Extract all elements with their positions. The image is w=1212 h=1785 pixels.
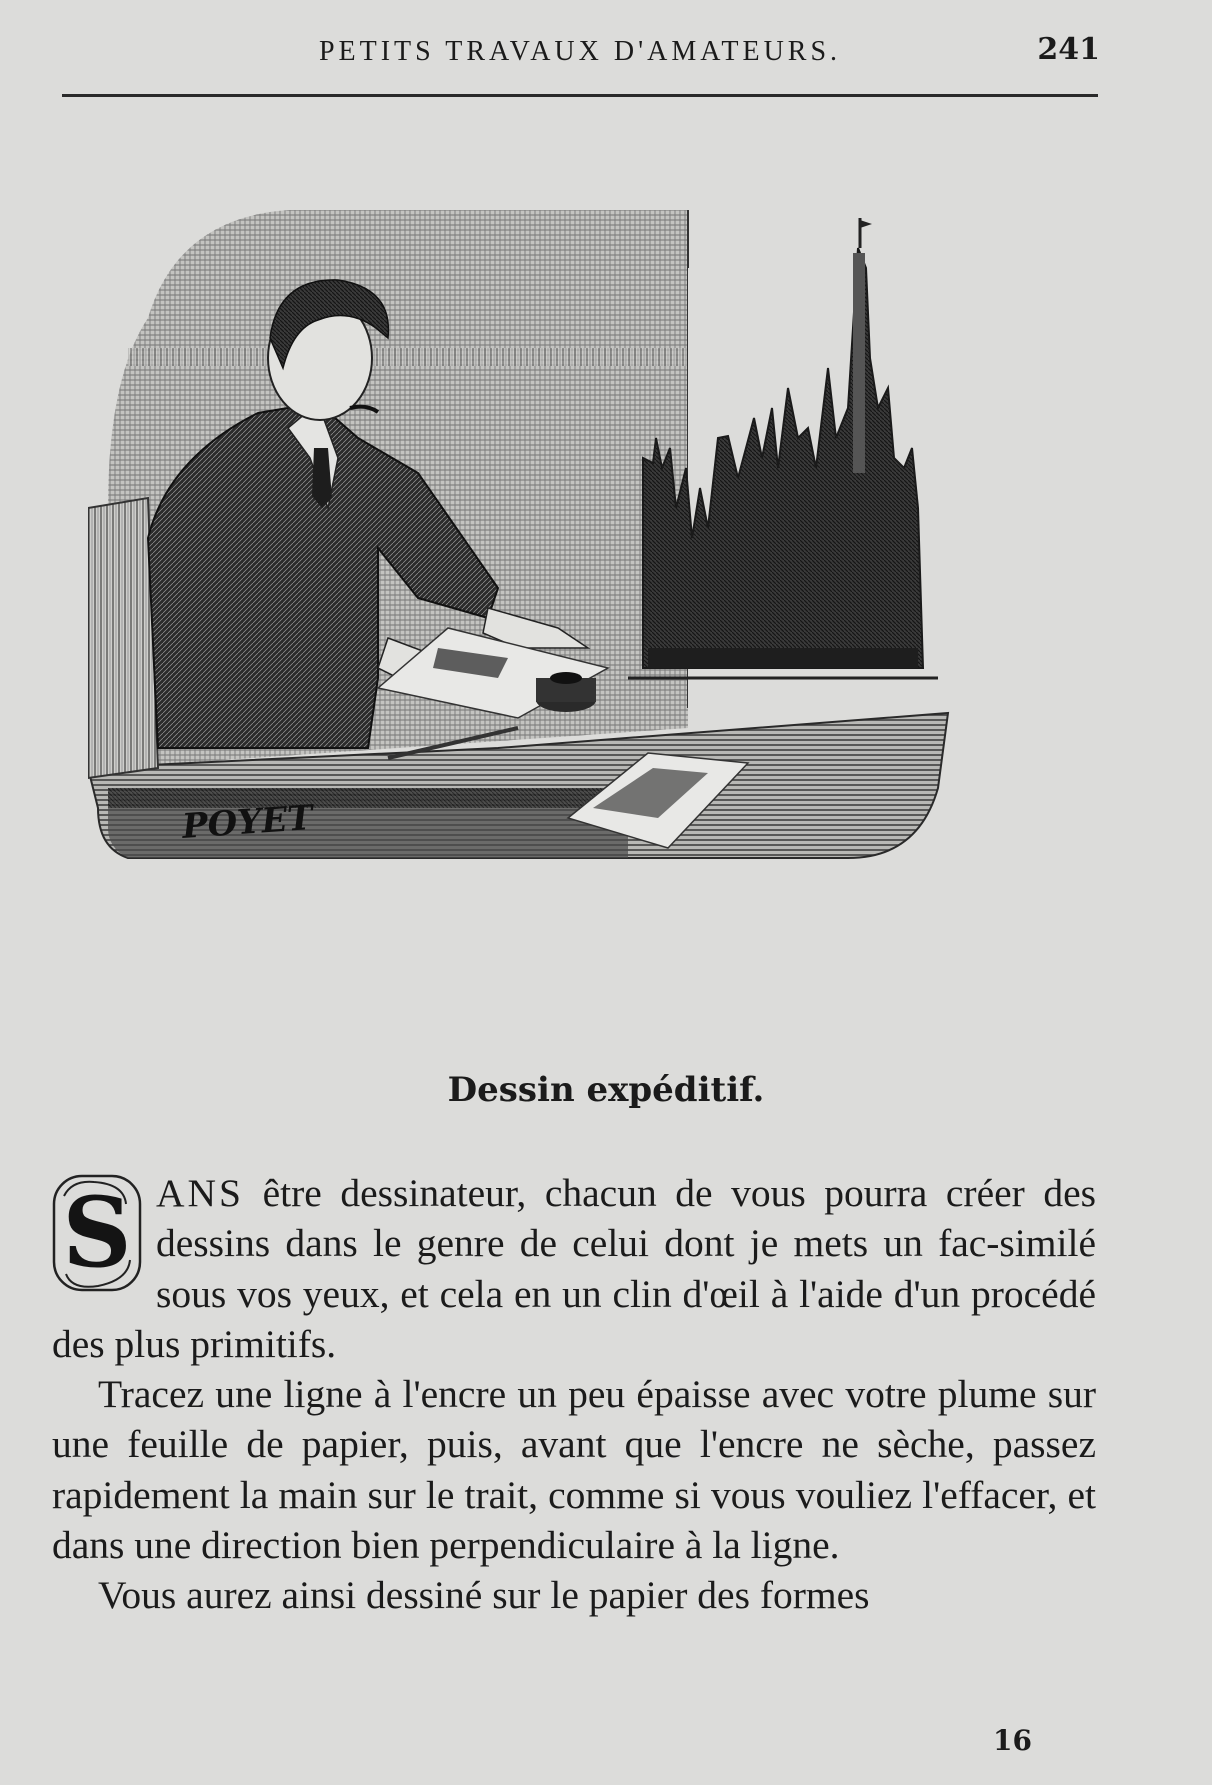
running-title: PETITS TRAVAUX D'AMATEURS. <box>318 36 842 67</box>
body-text <box>52 1168 1096 1621</box>
header-rule <box>62 94 1098 97</box>
svg-text:POYET: POYET <box>180 797 314 847</box>
lead-in-word: ANS <box>156 1171 245 1215</box>
engraving-illustration <box>88 208 1068 968</box>
svg-text:S: S <box>62 1176 132 1289</box>
running-head <box>0 28 1212 72</box>
ornamental-dropcap <box>52 1174 142 1292</box>
paragraph-1 <box>52 1168 1096 1369</box>
paragraph-2: Tracez une ligne à l'encre un peu épaisse avec votre plume sur une feuille de papier, puis, avant que l'encre ne sèche, passez rapidement la main sur le trait, comme si vous vouliez l'effacer, et dans une direction bien perpendiculaire à la ligne. <box>52 1372 1096 1568</box>
printer-signature-mark: 16 <box>993 1724 1032 1757</box>
page-number: 241 <box>1037 32 1100 67</box>
paragraph-3: Vous aurez ainsi dessiné sur le papier des formes <box>98 1573 870 1618</box>
figure-caption: Dessin expéditif. <box>447 1070 765 1110</box>
paragraph-1-text: être dessinateur, chacun de vous pourra créer des dessins dans le genre de celui dont je mets un fac-similé sous vos yeux, et cela en un clin d'œil à l'aide d'un procédé des plus primitifs. <box>52 1171 1096 1366</box>
engraving-svg <box>88 208 1068 968</box>
